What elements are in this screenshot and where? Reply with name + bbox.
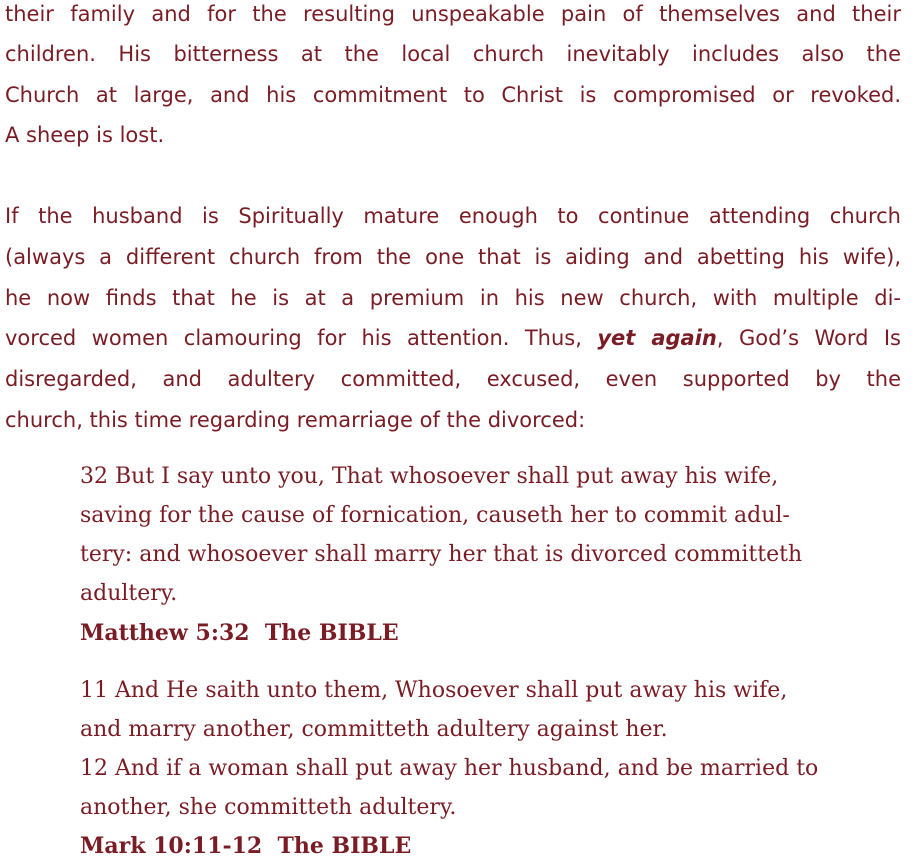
paragraph-line: their family and for the resulting unspeakable pain of themselves and their xyxy=(5,2,901,26)
paragraph-line: A sheep is lost. xyxy=(5,123,165,147)
quote-line: 12 And if a woman shall put away her husband, and be married to xyxy=(80,756,819,781)
line-text: , God’s Word Is xyxy=(716,326,901,350)
quote-line: tery: and whosoever shall marry her that is divorced committeth xyxy=(80,542,803,567)
emphasis-text: yet again xyxy=(597,326,717,350)
scripture-citation: Mark 10:11-12 The BIBLE xyxy=(80,833,412,859)
scripture-citation: Matthew 5:32 The BIBLE xyxy=(80,620,399,646)
quote-line: another, she committeth adultery. xyxy=(80,795,457,820)
paragraph-line xyxy=(5,324,901,352)
line-text: vorced women clamouring for his attention. Thus, xyxy=(5,326,598,350)
paragraph-line: (always a different church from the one that is aiding and abetting his wife), xyxy=(5,245,901,269)
quote-line: and marry another, committeth adultery against her. xyxy=(80,717,668,742)
quote-line: adultery. xyxy=(80,581,178,606)
quote-line: 11 And He saith unto them, Whosoever shall put away his wife, xyxy=(80,678,788,703)
paragraph-line: If the husband is Spiritually mature enough to continue attending church xyxy=(5,204,901,228)
paragraph-line: he now finds that he is at a premium in his new church, with multiple di- xyxy=(5,286,901,310)
paragraph-line: children. His bitterness at the local church inevitably includes also the xyxy=(5,42,901,66)
quote-line: saving for the cause of fornication, causeth her to commit adul- xyxy=(80,503,790,528)
paragraph-line: disregarded, and adultery committed, excused, even supported by the xyxy=(5,367,901,391)
paragraph-line: church, this time regarding remarriage of the divorced: xyxy=(5,408,586,432)
paragraph-line: Church at large, and his commitment to Christ is compromised or revoked. xyxy=(5,83,901,107)
quote-line: 32 But I say unto you, That whosoever shall put away his wife, xyxy=(80,464,779,489)
